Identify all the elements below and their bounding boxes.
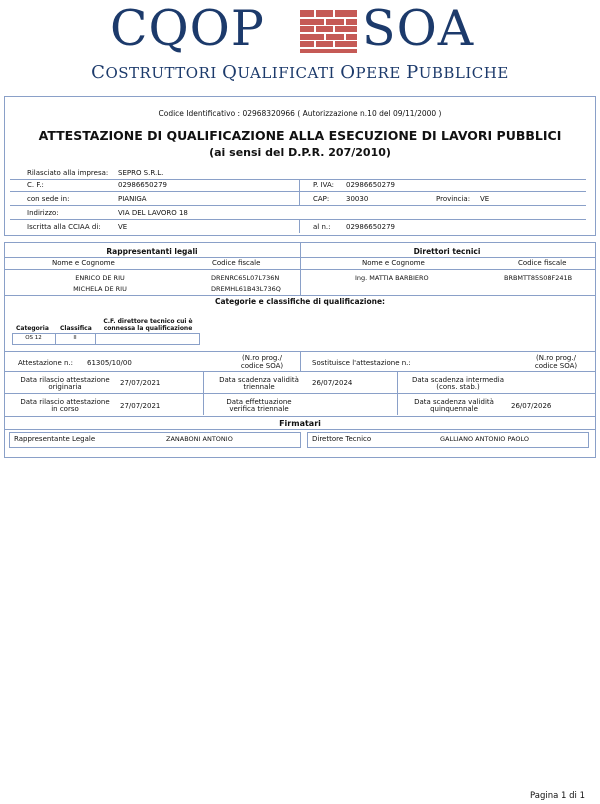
cciaa-value: VE [118,223,128,231]
cciaa-label: Iscritta alla CCIAA di: [27,223,101,231]
rilasciato-label: Rilasciato alla impresa: [27,169,109,177]
codice-soa-2: codice SOA) [534,362,578,370]
d1-label-1: Data rilascio attestazione [20,376,110,384]
piva-value: 02986650279 [346,181,395,189]
dt-col-nome: Nome e Cognome [362,259,425,267]
doc-title: ATTESTAZIONE DI QUALIFICAZIONE ALLA ESECUZIONE DI LAVORI PUBBLICI [38,128,562,143]
rl-col-cf: Codice fiscale [212,259,261,267]
dt-value: GALLIANO ANTONIO PAOLO [440,435,529,443]
direttori-title: Direttori tecnici [413,247,481,256]
provincia-value: VE [480,195,490,203]
cat-col-classifica: Classifica [60,325,92,332]
d1-label-2: originaria [48,383,82,391]
cat-col-categoria: Categoria [16,325,49,332]
d6-label-2: quinquennale [430,405,478,413]
rappresentanti-title: Rappresentanti legali [106,247,198,256]
rl-col-nome: Nome e Cognome [52,259,115,267]
logo-subtitle: COSTRUTTORI QUALIFICATI OPERE PUBBLICHE [91,62,509,83]
nro-prog-2: (N.ro prog./ [536,354,576,362]
aln-value: 02986650279 [346,223,395,231]
d4-label-2: in corso [51,405,79,413]
d4-value: 27/07/2021 [120,402,161,410]
logo-left: CQOP [110,0,265,57]
rl-label: Rappresentante Legale [14,435,96,443]
attestazione-value: 61305/10/00 [87,359,132,367]
nro-prog-1: (N.ro prog./ [242,354,282,362]
class-value: II [73,335,77,341]
cf-value: 02986650279 [118,181,167,189]
rl-nome-2: MICHELA DE RIU [73,285,127,293]
page-number: Pagina 1 di 1 [530,791,585,801]
categorie-title: Categorie e classifiche di qualificazione: [214,297,386,306]
dt-nome-1: Ing. MATTIA BARBIERO [355,274,429,282]
d2-label-1: Data scadenza validità [219,376,299,384]
d5-label-1: Data effettuazione [226,398,292,406]
aln-label: al n.: [313,223,331,231]
d1-value: 27/07/2021 [120,379,161,387]
d3-label-1: Data scadenza intermedia [411,376,505,384]
cat-col-cf-2: connessa la qualificazione [103,325,193,332]
indirizzo-label: Indirizzo: [27,209,59,217]
rl-cf-2: DREMHL61B43L736Q [211,285,281,293]
sede-value: PIANIGA [118,195,147,203]
d3-label-2: (cons. stab.) [436,383,480,391]
cap-label: CAP: [313,195,330,203]
logo-right: SOA [362,0,475,57]
d5-label-2: verifica triennale [229,405,289,413]
brick-wall-icon [300,10,357,53]
logo [0,0,600,57]
dt-label: Direttore Tecnico [312,435,372,443]
attestazione-label: Attestazione n.: [18,359,74,367]
dt-cf-1: BRBMTT85S08F241B [504,274,573,282]
codice-soa-1: codice SOA) [240,362,284,370]
cat-col-cf-1: C.F. direttore tecnico cui è [103,318,193,325]
cap-value: 30030 [346,195,369,203]
d2-label-2: triennale [243,383,275,391]
d2-value: 26/07/2024 [312,379,353,387]
piva-label: P. IVA: [313,181,335,189]
d4-label-1: Data rilascio attestazione [20,398,110,406]
provincia-label: Provincia: [436,195,471,203]
doc-subtitle: (ai sensi del D.P.R. 207/2010) [209,146,391,159]
d6-label-1: Data scadenza validità [414,398,494,406]
d6-value: 26/07/2026 [511,402,552,410]
rl-cf-1: DRENRC65L07L736N [211,274,280,282]
rl-nome-1: ENRICO DE RIU [75,274,125,282]
rilasciato-value: SEPRO S.R.L. [118,169,164,177]
cf-label: C. F.: [27,181,44,189]
sostituisce-label: Sostituisce l'attestazione n.: [312,359,411,367]
rl-value: ZANABONI ANTONIO [166,435,233,443]
firmatari-title: Firmatari [279,419,321,428]
indirizzo-value: VIA DEL LAVORO 18 [118,209,188,217]
dt-col-cf: Codice fiscale [518,259,567,267]
cat-value: OS 12 [25,335,42,341]
sede-label: con sede in: [27,195,70,203]
codice-identificativo: Codice Identificativo : 02968320966 ( Autorizzazione n.10 del 09/11/2000 ) [158,109,442,118]
